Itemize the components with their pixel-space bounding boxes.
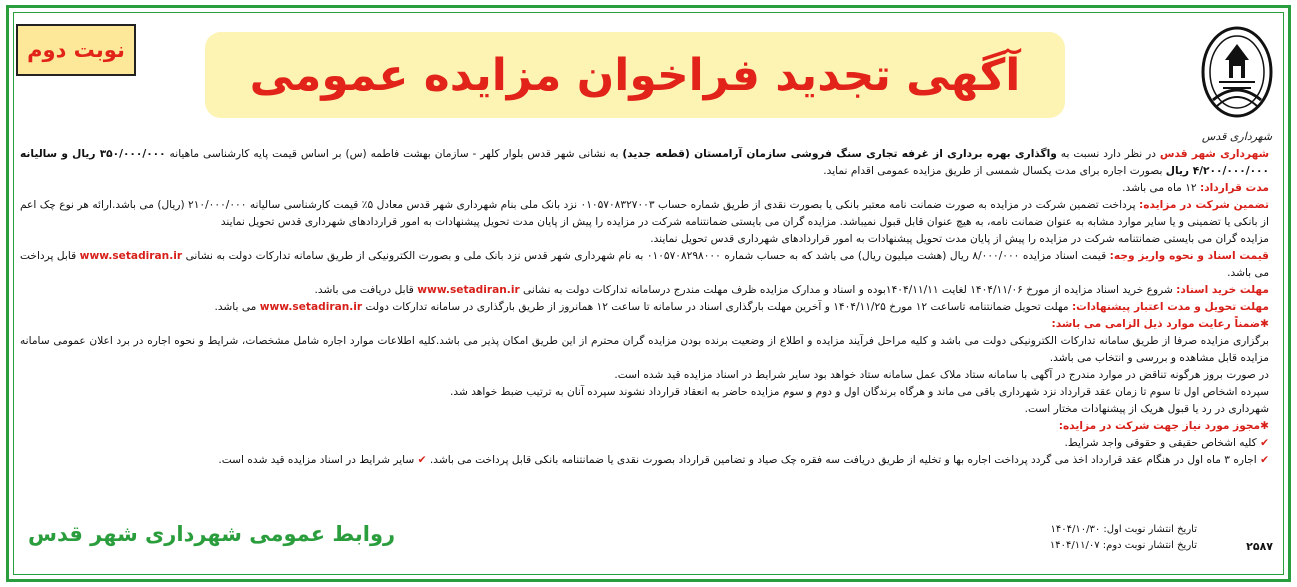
purchase-paragraph (20, 282, 1269, 299)
permit-3: سایر شرایط در اسناد مزایده قید شده است. (218, 454, 415, 466)
publication-dates (797, 522, 1197, 554)
title-banner (205, 32, 1065, 118)
star-bullet-icon: ✱ (1260, 420, 1269, 432)
contract-text: ۱۲ ماه می باشد. (1122, 182, 1200, 194)
permit-2: اجاره ۳ ماه اول در هنگام عقد قرارداد اخذ می گردد پرداخت اجاره بها و تخلیه از طریق دریافت سه فقره چک صیاد و تضامین قرارداد بصورت نقدی یا ضمانتنامه بانکی قابل پرداخت می باشد. (429, 454, 1257, 466)
permit-1-row (20, 435, 1269, 452)
note-3: سپرده اشخاص اول تا سوم تا زمان عقد قرارداد نزد شهرداری باقی می ماند و هرگاه برندگان اول و دوم و سوم مزایده حاضر به انعقاد قرارداد نشوند سپرده آنان به ترتیب ضبط خواهد شد. (450, 386, 1269, 398)
purchase-text: شروع خرید اسناد مزایده از مورخ ۱۴۰۴/۱۱/۰۶ لغایت ۱۴۰۴/۱۱/۱۱بوده و اسناد و مدارک مزایده ظرف مهلت مندرج درسامانه تدارکات دولت به نشانی (519, 284, 1177, 296)
permit-2-row (20, 452, 1269, 469)
setad-link[interactable]: www.setadiran.ir (259, 301, 363, 313)
permit-1: کلیه اشخاص حقیقی و حقوقی واجد شرایط. (1064, 437, 1257, 449)
note-4: شهرداری در رد یا قبول هریک از پیشنهادات مختار است. (1024, 403, 1269, 415)
ad-body (20, 146, 1269, 514)
star-bullet-icon: ✱ (1260, 318, 1269, 330)
notes-label: ضمناً رعایت موارد ذیل الزامی می باشد: (1051, 318, 1261, 330)
intro-text-1: در نظر دارد نسبت به (1056, 148, 1160, 160)
doc-price-text-2: قابل پرداخت می باشد. (20, 250, 1269, 279)
intro-subject: واگذاری بهره برداری از غرفه تجاری سنگ فروشی سازمان آرامستان (قطعه جدید) (622, 148, 1057, 160)
guarantee-label: تضمین شرکت در مزایده: (1139, 199, 1269, 211)
page-title: آگهی تجدید فراخوان مزایده عمومی (249, 49, 1021, 101)
ad-code: ۲۵۸۷ (1246, 540, 1273, 553)
intro-price: ۳۵۰/۰۰۰/۰۰۰ ریال و سالیانه ۴/۲۰۰/۰۰۰/۰۰۰ ریال (20, 148, 1269, 177)
check-icon: ✔ (1260, 437, 1269, 449)
guarantee-note: مزایده گران می بایستی ضمانتنامه شرکت در مزایده را پیش از پایان مدت تحویل پیشنهادات به امور قراردادهای شهرداری قدس تحویل نمایند. (650, 233, 1269, 245)
purchase-text-2: قابل دریافت می باشد. (314, 284, 418, 296)
intro-text-3: بصورت اجاره برای مدت یکسال شمسی از طریق مزایده عمومی اقدام نماید. (823, 165, 1166, 177)
check-icon: ✔ (1260, 454, 1269, 466)
delivery-text-2: می باشد. (214, 301, 260, 313)
publication-date-1: تاریخ انتشار نوبت اول: ۱۴۰۴/۱۰/۳۰ (1050, 524, 1197, 535)
permit-heading (20, 418, 1269, 435)
permit-label: مجوز مورد نیاز جهت شرکت در مزایده: (1058, 420, 1261, 432)
edition-badge-label: نوبت دوم (27, 38, 125, 62)
contract-label: مدت قرارداد: (1199, 182, 1269, 194)
check-icon: ✔ (417, 454, 427, 466)
doc-price-text: قیمت اسناد مزایده ۸/۰۰۰/۰۰۰ ریال (هشت میلیون ریال) می باشد که به حساب شماره ۰۱۰۵۷۰۸۲۹۸۰۰۰ به نام شهرداری شهر قدس نزد بانک ملی و بصورت الکترونیکی از طریق سامانه تدارکات دولت به نشانی (182, 250, 1110, 262)
guarantee-text: پرداخت تضمین شرکت در مزایده به صورت ضمانت نامه معتبر بانکی یا بصورت نقدی از طریق شماره حساب ۰۱۰۵۷۰۸۳۲۷۰۰۳ نزد بانک ملی بنام شهرداری شهر قدس معادل ۵٪ قیمت کارشناسی سالیانه ۲۱۰/۰۰۰/۰۰۰ (ریال) می باشد.ارائه هر نوع چک اعم از بانکی یا تضمینی و یا سایر موارد مشابه به عنوان ضمانت نامه، به هیچ عنوان قابل قبول نمیباشد. مزایده گران می بایستی ضمانتنامه شرکت در مزایده را پیش از پایان مدت تحویل پیشنهادات به امور قراردادهای شهرداری قدس تحویل نمایند (20, 199, 1269, 228)
guarantee-paragraph (20, 197, 1269, 231)
setad-link[interactable]: www.setadiran.ir (417, 284, 520, 296)
footer-org: روابط عمومی شهرداری شهر قدس (28, 522, 396, 546)
purchase-label: مهلت خرید اسناد: (1176, 284, 1269, 296)
seal-caption: شهرداری قدس (1201, 130, 1273, 143)
note-2: در صورت بروز هرگونه تناقض در موارد مندرج در آگهی با سامانه ستاد ملاک عمل سامانه ستاد خواهد بود سایر شرایط در اسناد مزایده قید شده است. (614, 369, 1269, 381)
municipality-seal-icon (1199, 22, 1275, 130)
intro-paragraph (20, 146, 1269, 180)
notes-heading (20, 316, 1269, 333)
doc-price-label: قیمت اسناد و نحوه واریز وجه: (1109, 250, 1269, 262)
publication-date-2: تاریخ انتشار نوبت دوم: ۱۴۰۴/۱۱/۰۷ (1049, 540, 1197, 551)
delivery-paragraph (20, 299, 1269, 316)
contract-paragraph (20, 180, 1269, 197)
intro-lead: شهرداری شهر قدس (1159, 148, 1269, 160)
delivery-label: مهلت تحویل و مدت اعتبار پیشنهادات: (1071, 301, 1269, 313)
intro-text-2: به نشانی شهر قدس بلوار کلهر - سازمان بهشت فاطمه (س) بر اساس قیمت پایه کارشناسی ماهیانه (165, 148, 623, 160)
edition-badge (16, 24, 136, 76)
note-1: برگزاری مزایده صرفا از طریق سامانه تدارکات الکترونیکی دولت می باشد و کلیه مراحل فرآیند مزایده و اطلاع از وضعیت برنده بودن مزایده گران محترم از این طریق امکان پذیر می باشد.کلیه اطلاعات موارد اجاره شامل مشخصات، شرایط و نحوه اجاره در برد اعلان عمومی سامانه مزایده قابل مشاهده و بررسی و انتخاب می باشد. (20, 335, 1269, 364)
doc-price-paragraph (20, 248, 1269, 282)
delivery-text: مهلت تحویل ضمانتنامه تاساعت ۱۲ مورخ ۱۴۰۴/۱۱/۲۵ و آخرین مهلت بارگذاری اسناد در سامانه تا ساعت ۱۲ همانروز از طریق بارگذاری در سامانه تدارکات دولت (362, 301, 1072, 313)
setad-link[interactable]: www.setadiran.ir (79, 250, 183, 262)
